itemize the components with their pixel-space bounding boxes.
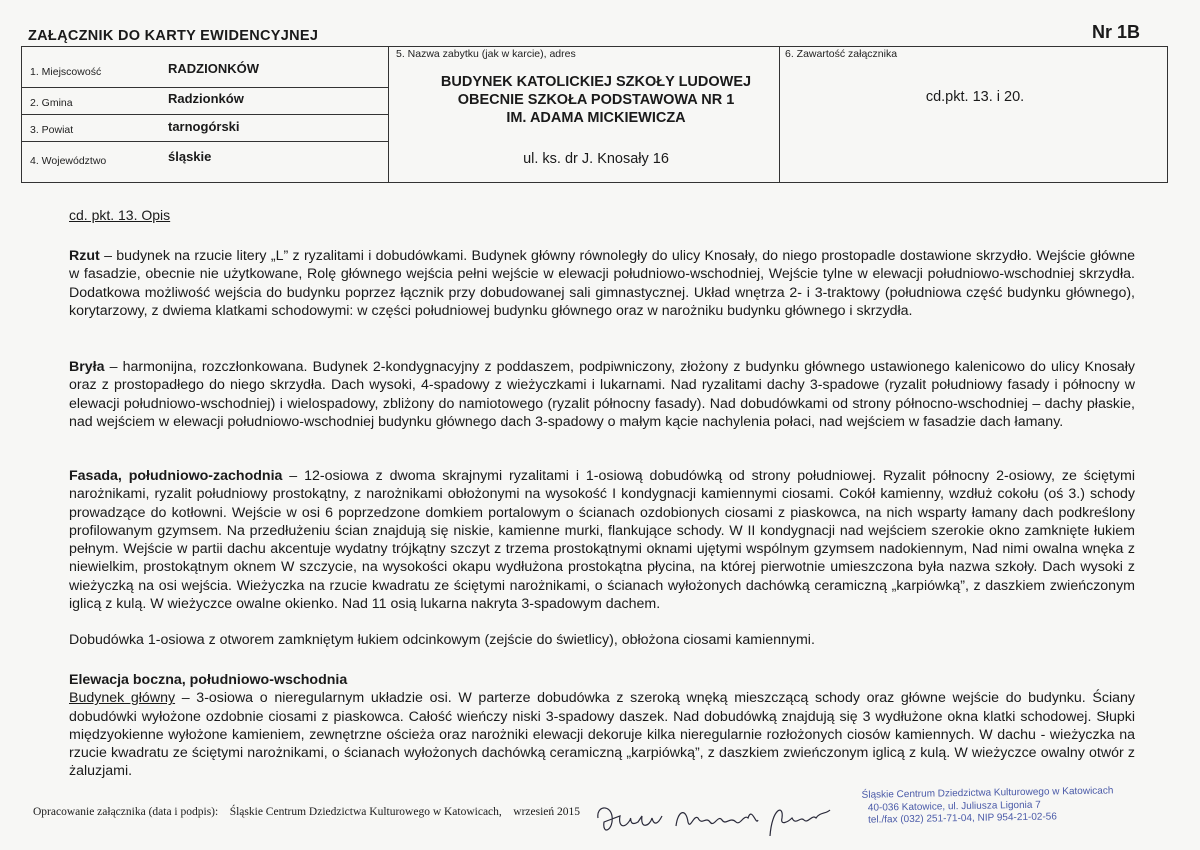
stamp-line: 40-036 Katowice, ul. Juliusza Ligonia 7 (867, 799, 1041, 814)
institution-stamp (862, 784, 1185, 846)
stamp-line: Śląskie Centrum Dziedzictwa Kulturowego w Katowicach (861, 785, 1114, 801)
monument-name-line: OBECNIE SZKOŁA PODSTAWOWA NR 1 (457, 92, 735, 108)
paragraph-text: – 12-osiowa z dwoma skrajnymi ryzalitami i 1-osiową dobudówką od strony południowej. Ryzalit północny 2-osiowy, ze ściętymi narożnikami, ryzalit południowy prostokątny, z narożnikami obłożonymi na wysokość I kondygnacji kamiennymi ciosami. Cokół kamienny, wzdłuż cokołu (oś 3.) schody prowadzące do kotłowni. Wejście w osi 6 poprzedzone domkiem portalowym o ścianach ozdobionych ciosami z piaskowca, na nich wsparty łamany dach podkreślony profilowanym gzymsem. Na przedłużeniu ścian znajdują się niskie, kamienne murki, flankujące schody. W II kondygnacji nad wejściem szerokie okno zamknięte łukiem pełnym. Wejście w partii dachu akcentuje wydatny trójkątny szczyt z trzema prostokątnymi oknami ujętymi wspólnym gzymsem nadokiennym, Nad nimi owalna wnęka z niewielkim, prostokątnym oknem W szczycie, na wysokości okapu wydłużona prostokątna płycina, na której pierwotnie umieszczona była nazwa szkoły. Dach wysoki z wieżyczką na osi wejścia. Wieżyczka na rzucie kwadratu ze ściętymi narożnikami, o ścianach wyłożonych dachówką ceramiczną „karpiówką”, z daszkiem zwieńczonym iglicą z kulą. W wieżyczce owalne okienko. Nad 11 osią lukarna nakryta 3-spadowym dachem. (69, 468, 1135, 613)
monument-name-line: IM. ADAMA MICKIEWICZA (506, 110, 686, 126)
section-heading: cd. pkt. 13. Opis (69, 207, 171, 223)
stamp-line: tel./fax (032) 251-71-04, NIP 954-21-02-56 (867, 811, 1057, 826)
form-row-line (22, 141, 388, 142)
prepared-by-line (33, 806, 580, 818)
form-row-line (22, 114, 388, 115)
paragraph-bryla (69, 358, 1135, 431)
side-elevation-heading: Elewacja boczna, południowo-wschodnia (69, 672, 348, 688)
paragraph-text: – 3-osiowa o nieregularnym układzie osi. W parterze dobudówka z szeroką wnęką mieszczącą schody oraz główne wejście do budynku. Ściany dobudówki wyłożone ozdobnie ciosami z piaskowca. Całość wieńczy niski 3-spadowy daszek. Nad dobudówką znajdują się 3 wydłużone okna klatki schodowej. Słupki międzyokienne wyłożone kamieniem, zewnętrzne ościeża oraz narożniki elewacji dekoruje kilka nieregularnie rozłożonych ciosów kamiennych. W dachu - wieżyczka na rzucie kwadratu ze ściętymi narożnikami, o ścianach wyłożonych dachówką ceramiczną „karpiówką”, z daszkiem zwieńczonym iglicą z kulą. W wieżyczce owalny otwór z żaluzjami. (69, 690, 1135, 780)
field-label-contents: 6. Zawartość załącznika (785, 48, 898, 60)
field-label-district: 3. Powiat (30, 124, 74, 136)
monument-address: ul. ks. dr J. Knosały 16 (523, 151, 669, 167)
paragraph-side-elevation (69, 671, 1135, 781)
paragraph-lead: Bryła (69, 359, 105, 375)
field-value-locality: RADZIONKÓW (168, 61, 259, 76)
monument-name-line: BUDYNEK KATOLICKIEJ SZKOŁY LUDOWEJ (440, 74, 752, 90)
paragraph-text: – budynek na rzucie litery „L” z ryzalitami i dobudówkami. Budynek główny równoległy do ulicy Knosały, do niego prostopadle dostawione skrzydło. Wejście główne w fasadzie, obecnie nie użytkowane, Rolę głównego wejścia pełni wejście w elewacji południowo-wschodniej, Wejście tylne w elewacji południowo-wschodniej skrzydła. Dodatkowa możliwość wejścia do budynku poprzez łącznik przy dobudowanej sali gimnastycznej. Układ wnętrza 2- i 3-traktowy (południowa część budynku głównego), korytarzowy, z dwiema klatkami schodowymi: w części południowej budynku głównego oraz w narożniku budynku głównego i skrzydła. (69, 248, 1135, 319)
prepared-by-date: wrzesień 2015 (513, 806, 581, 818)
field-label-commune: 2. Gmina (30, 97, 73, 109)
field-label-monument-name: 5. Nazwa zabytku (jak w karcie), adres (396, 48, 576, 60)
prepared-by-org: Śląskie Centrum Dziedzictwa Kulturowego w Katowicach, (229, 806, 502, 818)
form-header-box (21, 46, 1168, 183)
field-label-locality: 1. Miejscowość (30, 66, 102, 78)
paragraph-lead: Fasada, południowo-zachodnia (69, 468, 283, 484)
field-value-contents: cd.pkt. 13. i 20. (925, 89, 1025, 105)
form-row-line (22, 87, 388, 88)
form-divider (388, 47, 389, 182)
field-value-commune: Radzionków (168, 91, 244, 106)
handwritten-signatures (594, 796, 834, 844)
paragraph-text: Dobudówka 1-osiowa z otworem zamkniętym łukiem odcinkowym (zejście do świetlicy), obłożona ciosami kamiennymi. (69, 632, 815, 648)
paragraph-text: – harmonijna, rozczłonkowana. Budynek 2-kondygnacyjny z poddaszem, podpiwniczony, złożony z budynku głównego ustawionego kalenicowo do ulicy Knosały oraz z prostopadłego do niego skrzydła. Dach wysoki, 4-spadowy z wieżyczkami i lukarnami. Nad ryzalitami dachy 3-spadowe (ryzalit południowy fasady i północny w elewacji południowo-wschodniej) i wielospadowy, zbliżony do namiotowego (ryzalit północny fasady). Nad dobudówkami od strony północno-wschodniej – dachy płaskie, nad wejściem w elewacji południowo-wschodniej budynku głównego dach 3-spadowy o małym kącie nachylenia połaci, nad wejściem w fasadzie dach łamany. (69, 359, 1135, 430)
paragraph-rzut (69, 247, 1135, 320)
paragraph-fasada (69, 467, 1135, 613)
side-elevation-subheading: Budynek główny (69, 690, 176, 707)
paragraph-lead: Rzut (69, 248, 100, 264)
field-value-district: tarnogórski (168, 119, 240, 134)
monument-name (391, 73, 801, 127)
paragraph-dobudowka (69, 631, 1135, 649)
attachment-number: Nr 1B (1091, 22, 1140, 42)
attachment-title: ZAŁĄCZNIK DO KARTY EWIDENCYJNEJ (28, 28, 319, 44)
field-value-voivodeship: śląskie (168, 149, 212, 164)
field-label-voivodeship: 4. Województwo (30, 155, 107, 167)
prepared-by-label: Opracowanie załącznika (data i podpis): (33, 806, 219, 818)
